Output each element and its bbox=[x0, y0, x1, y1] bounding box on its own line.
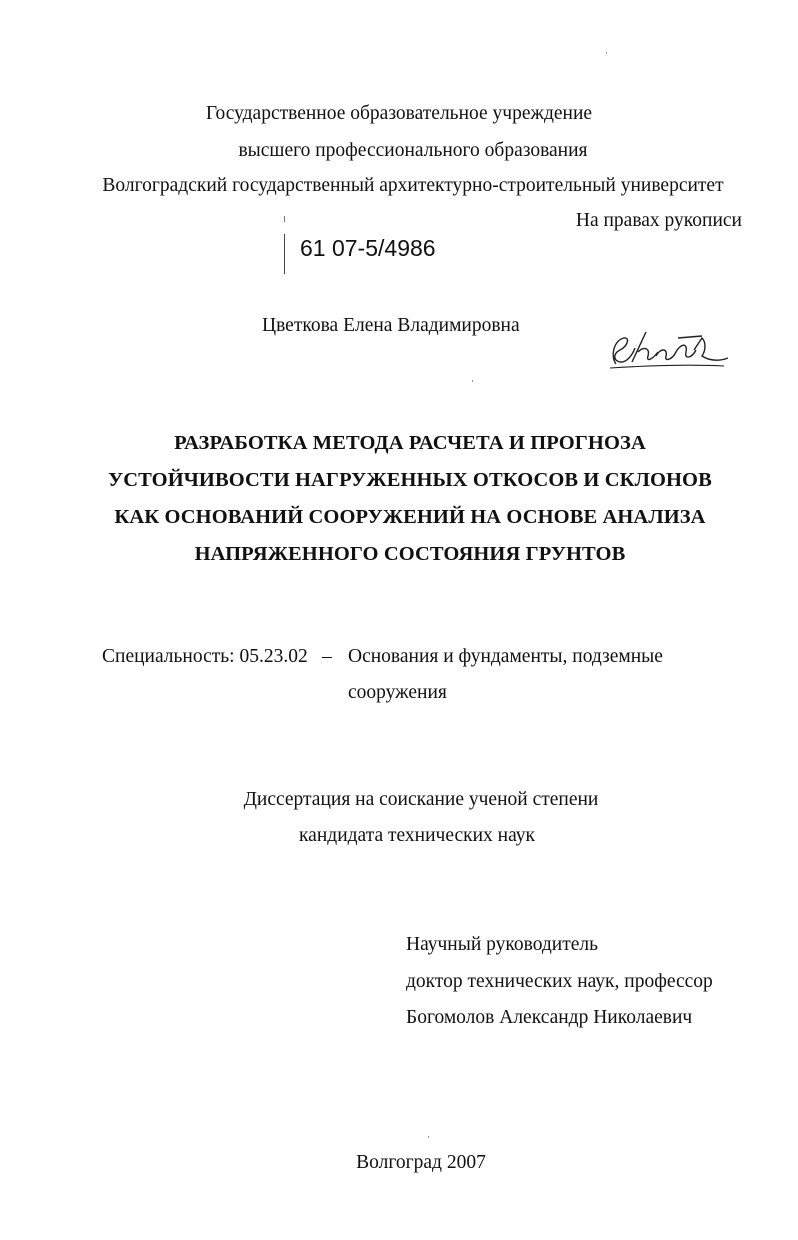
supervisor-role: Научный руководитель bbox=[406, 934, 599, 955]
stamp-mark bbox=[284, 216, 285, 222]
institution-line-3: Волгоградский государственный архитектурно-строительный университет bbox=[102, 175, 724, 196]
title-line: РАЗРАБОТКА МЕТОДА РАСЧЕТА И ПРОГНОЗА bbox=[174, 432, 646, 454]
city-year: Волгоград 2007 bbox=[356, 1152, 486, 1173]
scan-speck bbox=[428, 1136, 429, 1138]
author-name: Цветкова Елена Владимировна bbox=[262, 315, 520, 336]
institution-line-1: Государственное образовательное учреждение bbox=[205, 103, 593, 124]
specialty-name-line-1: Основания и фундаменты, подземные bbox=[348, 646, 663, 667]
supervisor-credentials: доктор технических наук, профессор bbox=[406, 971, 713, 992]
archive-stamp: 61 07-5/4986 bbox=[300, 235, 436, 261]
degree-line-1: Диссертация на соискание ученой степени bbox=[243, 789, 599, 810]
institution-line-2: высшего профессионального образования bbox=[238, 140, 588, 161]
author-signature bbox=[602, 326, 730, 374]
supervisor-name: Богомолов Александр Николаевич bbox=[406, 1007, 693, 1028]
stamp-bar bbox=[284, 234, 285, 274]
title-line: УСТОЙЧИВОСТИ НАГРУЖЕННЫХ ОТКОСОВ И СКЛОНОВ bbox=[108, 469, 712, 491]
specialty-dash: – bbox=[322, 646, 332, 667]
scan-speck bbox=[472, 380, 473, 382]
degree-line-2: кандидата технических наук bbox=[299, 825, 535, 846]
scan-speck bbox=[606, 52, 607, 54]
specialty-name-line-2: сооружения bbox=[348, 682, 447, 703]
title-line: КАК ОСНОВАНИЙ СООРУЖЕНИЙ НА ОСНОВЕ АНАЛИЗА bbox=[114, 506, 706, 528]
specialty-label: Специальность: 05.23.02 bbox=[102, 646, 308, 667]
manuscript-note: На правах рукописи bbox=[575, 210, 742, 231]
dissertation-title bbox=[60, 425, 760, 573]
title-line: НАПРЯЖЕННОГО СОСТОЯНИЯ ГРУНТОВ bbox=[194, 543, 626, 565]
